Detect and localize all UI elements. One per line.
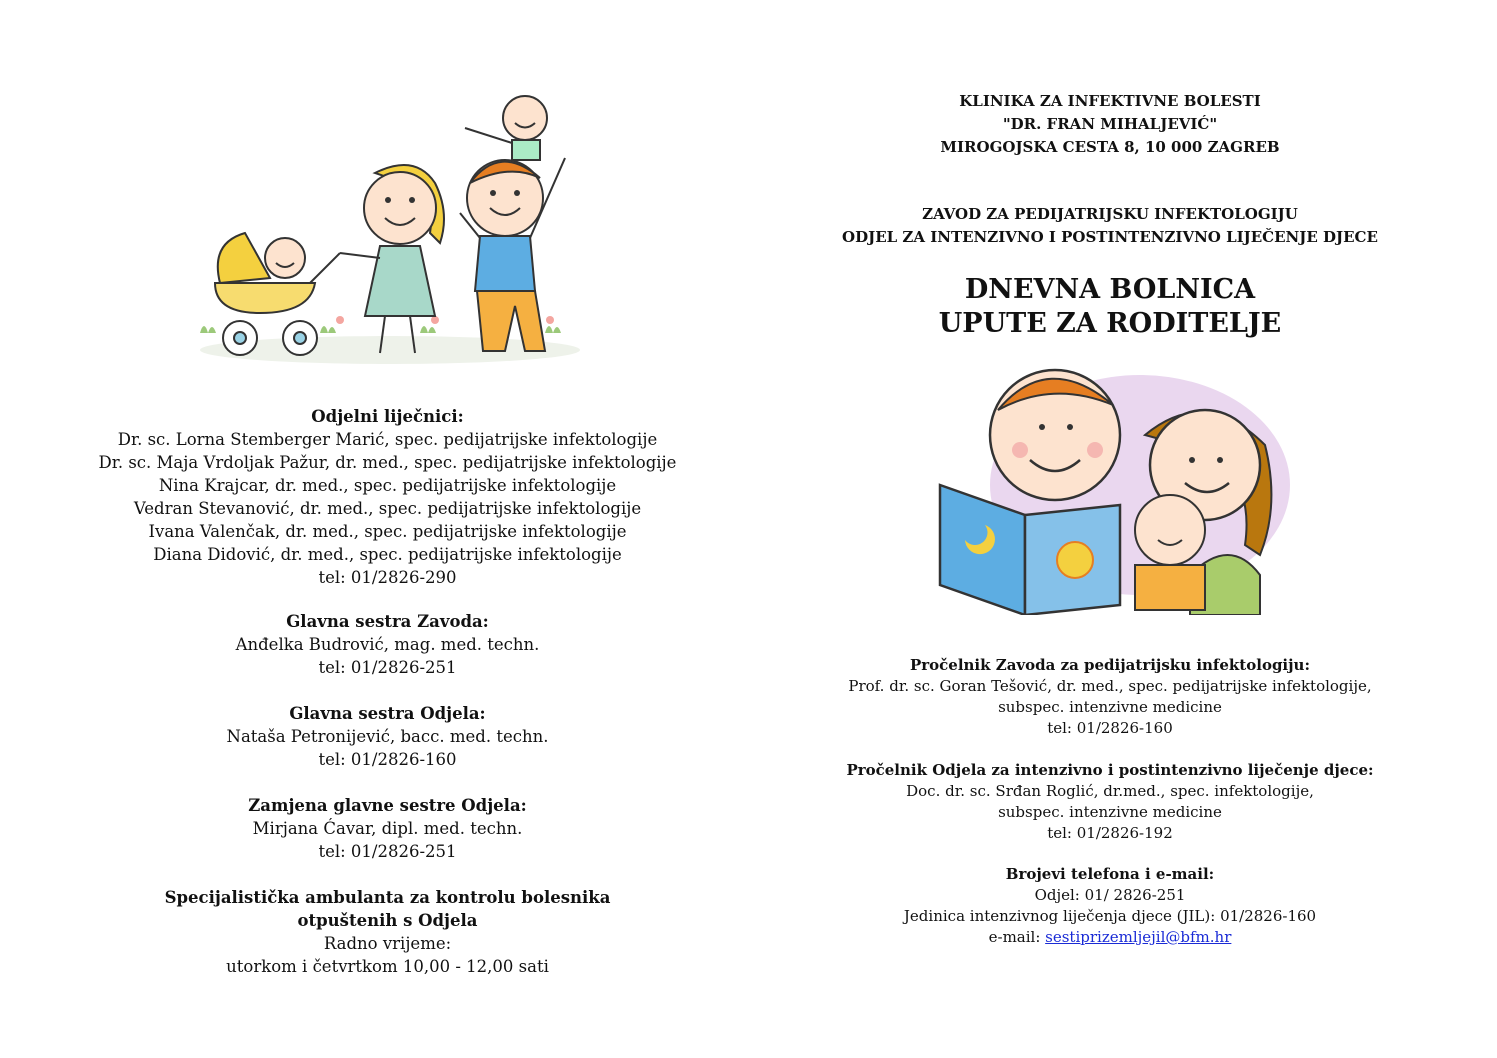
phone-line: tel: 01/2826-160 [1047,719,1173,737]
head-nurse-heading: Glavna sestra Zavoda: [286,612,489,631]
doctor-line: Ivana Valenčak, dr. med., spec. pedijatrijske infektologije [148,522,627,541]
phone-line: tel: 01/2826-160 [318,750,457,769]
ward-doctors-heading: Odjelni liječnici: [311,407,464,426]
doctor-line: Nina Krajcar, dr. med., spec. pedijatrijske infektologije [158,476,617,495]
title-line-2: UPUTE ZA RODITELJE [938,308,1282,339]
phone-line: tel: 01/2826-251 [318,658,457,677]
doctor-line: Dr. sc. Lorna Stemberger Marić, spec. pedijatrijske infektologije [117,430,658,449]
head-institute-heading: Pročelnik Zavoda za pedijatrijsku infektologiju: [909,656,1311,674]
head-nurse-institute-section [80,610,695,679]
outpatient-clinic-section [80,886,695,978]
page-title [800,273,1420,341]
family-reading-illustration [930,365,1290,615]
institute-name: ZAVOD ZA PEDIJATRIJSKU INFEKTOLOGIJU [922,205,1298,223]
phone-line: tel: 01/2826-192 [1047,824,1173,842]
working-hours-label: Radno vrijeme: [323,934,452,953]
head-nurse-ward-section [80,702,695,771]
email-link[interactable]: sestiprizemljejil@bfm.hr [1045,928,1232,946]
head-ward-heading: Pročelnik Odjela za intenzivno i postintenzivno liječenje djece: [846,761,1374,779]
family-walking-illustration [190,88,585,368]
title-line-1: DNEVNA BOLNICA [964,274,1256,305]
doctor-line: Diana Didović, dr. med., spec. pedijatrijske infektologije [153,545,622,564]
phone-line: tel: 01/2826-251 [318,842,457,861]
ward-nurse-name: Nataša Petronijević, bacc. med. techn. [226,727,549,746]
ward-name: ODJEL ZA INTENZIVNO I POSTINTENZIVNO LIJEČENJE DJECE [842,228,1378,246]
head-ward-name: Doc. dr. sc. Srđan Roglić, dr.med., spec. infektologije, [906,782,1314,800]
deputy-nurse-heading: Zamjena glavne sestre Odjela: [248,796,527,815]
ward-nurse-heading: Glavna sestra Odjela: [289,704,486,723]
head-institute-name: Prof. dr. sc. Goran Tešović, dr. med., spec. pedijatrijske infektologije, [848,677,1372,695]
clinic-heading: Specijalistička ambulanta za kontrolu bolesnika [164,888,611,907]
contacts-heading: Brojevi telefona i e-mail: [1005,865,1215,883]
ward-doctors-section [80,405,695,589]
deputy-nurse-section [80,794,695,863]
deputy-nurse-name: Mirjana Ćavar, dipl. med. techn. [252,819,523,838]
institution-name: KLINIKA ZA INFEKTIVNE BOLESTI [959,92,1261,110]
phone-line: tel: 01/2826-290 [318,568,457,587]
head-nurse-name: Anđelka Budrović, mag. med. techn. [235,635,540,654]
working-hours-value: utorkom i četvrtkom 10,00 - 12,00 sati [226,957,549,976]
contacts-section [800,864,1420,948]
institution-subname: "DR. FRAN MIHALJEVIĆ" [1002,115,1218,133]
institution-address: MIROGOJSKA CESTA 8, 10 000 ZAGREB [940,138,1280,156]
head-of-ward-section [800,760,1420,844]
ward-phone: Odjel: 01/ 2826-251 [1034,886,1186,904]
icu-phone: Jedinica intenzivnog liječenja djece (JIL): 01/2826-160 [903,907,1317,925]
email-label: e-mail: [988,928,1046,946]
email-line [800,927,1420,948]
department-block [800,203,1420,249]
clinic-heading-2: otpuštenih s Odjela [297,911,478,930]
institution-block [800,90,1420,159]
head-of-institute-section [800,655,1420,739]
doctor-line: Vedran Stevanović, dr. med., spec. pedijatrijske infektologije [133,499,642,518]
head-institute-subspec: subspec. intenzivne medicine [998,698,1222,716]
doctor-line: Dr. sc. Maja Vrdoljak Pažur, dr. med., spec. pedijatrijske infektologije [98,453,677,472]
head-ward-subspec: subspec. intenzivne medicine [998,803,1222,821]
